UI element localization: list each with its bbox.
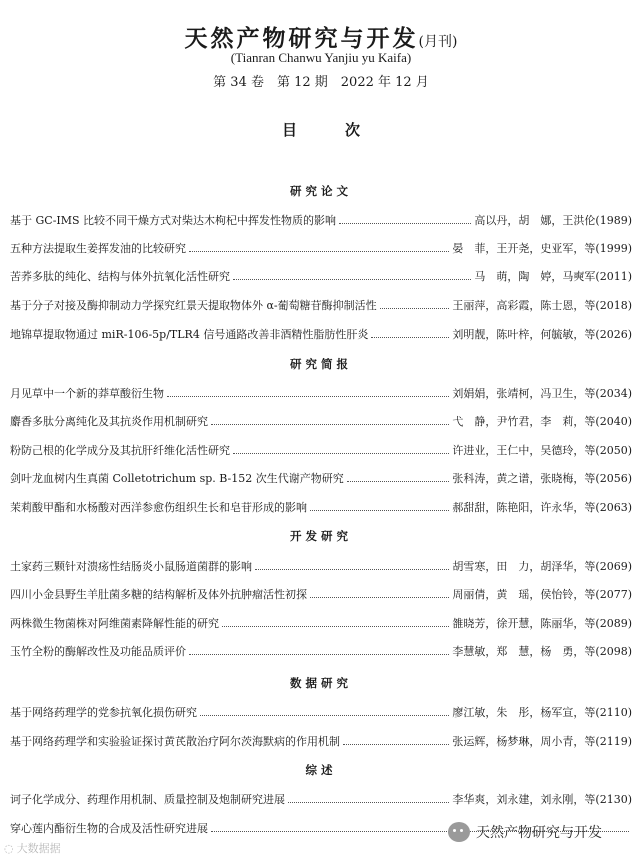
toc-entry[interactable] [10, 212, 632, 228]
toc-entry[interactable] [10, 240, 632, 256]
entry-title: 基于网络药理学和实验验证探讨黄芪散治疗阿尔茨海默病的作用机制 [10, 735, 340, 748]
entry-authors: 李华爽，刘永建，刘永刚，等 [452, 793, 596, 806]
leader-dots [371, 329, 449, 338]
watermark-logo-icon: ◌ [4, 841, 14, 855]
entry-title: 粉防己根的化学成分及其抗肝纤维化活性研究 [10, 444, 230, 457]
watermark-right-text: 天然产物研究与开发 [476, 825, 602, 841]
leader-dots [339, 215, 471, 224]
leader-dots [189, 646, 449, 655]
entry-page: (1989) [595, 214, 632, 227]
toc-entry[interactable] [10, 442, 632, 458]
watermark-right [448, 822, 602, 842]
entry-page: (2098) [595, 645, 632, 658]
entry-page: (2018) [595, 299, 632, 312]
leader-dots [380, 300, 450, 309]
entry-title: 两株微生物菌株对阿维菌素降解性能的研究 [10, 617, 219, 630]
section-heading: 数据研究 [290, 676, 352, 690]
section-heading: 综述 [305, 763, 337, 777]
toc-entry[interactable] [10, 297, 632, 313]
entry-title: 土家药三颗针对溃疡性结肠炎小鼠肠道菌群的影响 [10, 560, 252, 573]
toc-entry[interactable] [10, 413, 632, 429]
entry-page: (2063) [595, 501, 632, 514]
section-heading: 开发研究 [290, 529, 352, 543]
entry-page: (2011) [595, 270, 632, 283]
entry-title: 地锦草提取物通过 miR-106-5p/TLR4 信号通路改善非酒精性脂肪性肝炎 [10, 328, 369, 341]
issue-info: 第 34 卷 第 12 期 2022 年 12 月 [213, 75, 429, 90]
entry-authors: 刘娟娟，张靖柯，冯卫生，等 [452, 387, 596, 400]
toc-entry[interactable] [10, 268, 632, 284]
entry-page: (2089) [595, 617, 632, 630]
entry-title: 剑叶龙血树内生真菌 Colletotrichum sp. B-152 次生代谢产物研究 [10, 472, 344, 485]
entry-page: (1999) [595, 242, 632, 255]
entry-title: 麝香多肽分离纯化及其抗炎作用机制研究 [10, 415, 208, 428]
entry-authors: 郝甜甜，陈艳阳，许永华，等 [452, 501, 596, 514]
entry-authors: 雒晓芳，徐开慧，陈丽华，等 [452, 617, 596, 630]
section-heading: 研究简报 [290, 357, 352, 371]
journal-title-line [0, 20, 642, 53]
entry-page: (2077) [595, 588, 632, 601]
toc-entry[interactable] [10, 385, 632, 401]
toc-entry[interactable] [10, 499, 632, 515]
entry-authors: 刘明靓，陈叶梓，何毓敏，等 [452, 328, 596, 341]
leader-dots [288, 794, 449, 803]
journal-title: 天然产物研究与开发 [184, 25, 419, 52]
section-heading: 研究论文 [290, 184, 352, 198]
entry-page: (2040) [595, 415, 632, 428]
journal-title-suffix: (月刊) [418, 34, 458, 50]
leader-dots [310, 502, 449, 511]
toc-entry[interactable] [10, 615, 632, 631]
leader-dots [347, 473, 450, 482]
toc-entry[interactable] [10, 643, 632, 659]
leader-dots [200, 707, 449, 716]
entry-authors: 周丽倩，黄 瑶，侯怡铃，等 [452, 588, 596, 601]
entry-title: 诃子化学成分、药理作用机制、质量控制及炮制研究进展 [10, 793, 285, 806]
entry-page: (2130) [595, 793, 632, 806]
entry-authors: 马 萌，陶 婷，马奭军 [474, 270, 596, 283]
leader-dots [167, 388, 449, 397]
entry-title: 茉莉酸甲酯和水杨酸对西洋参愈伤组织生长和皂苷形成的影响 [10, 501, 307, 514]
entry-title: 四川小金县野生羊肚菌多糖的结构解析及体外抗肿瘤活性初探 [10, 588, 307, 601]
entry-title: 苦荞多肽的纯化、结构与体外抗氧化活性研究 [10, 270, 230, 283]
toc-entry[interactable] [10, 791, 632, 807]
leader-dots [189, 243, 449, 252]
entry-title: 穿心莲内酯衍生物的合成及活性研究进展 [10, 822, 208, 835]
toc-entry[interactable] [10, 586, 632, 602]
leader-dots [255, 561, 449, 570]
watermark-left-text: 大数据据 [16, 842, 61, 855]
wechat-icon [448, 822, 470, 842]
toc-entry[interactable] [10, 704, 632, 720]
leader-dots [310, 589, 449, 598]
entry-title: 玉竹全粉的酶解改性及功能品质评价 [10, 645, 186, 658]
entry-authors: 李慧敏，郑 慧，杨 勇，等 [452, 645, 596, 658]
leader-dots [343, 736, 449, 745]
entry-authors: 弋 静，尹竹君，李 莉，等 [452, 415, 596, 428]
entry-authors: 张运辉，杨梦琳，周小青，等 [452, 735, 596, 748]
entry-page: (2069) [595, 560, 632, 573]
entry-authors: 许进业，王仁中，吴德玲，等 [452, 444, 596, 457]
entry-page: (2056) [595, 472, 632, 485]
entry-authors: 张科涛，黄之谱，张晓梅，等 [452, 472, 596, 485]
entry-authors: 晏 菲，王开尧，史亚军，等 [452, 242, 596, 255]
toc-entry[interactable] [10, 558, 632, 574]
leader-dots [233, 271, 471, 280]
toc-title: 目次 [281, 121, 408, 139]
entry-page: (2110) [595, 706, 632, 719]
journal-pinyin: (Tianran Chanwu Yanjiu yu Kaifa) [230, 50, 412, 65]
entry-page: (2119) [595, 735, 632, 748]
watermark-left [4, 840, 61, 856]
leader-dots [233, 445, 449, 454]
leader-dots [211, 416, 449, 425]
entry-title: 基于分子对接及酶抑制动力学探究红景天提取物体外 α-葡萄糖苷酶抑制活性 [10, 299, 377, 312]
entry-title: 基于网络药理学的党参抗氧化损伤研究 [10, 706, 197, 719]
entry-page: (2034) [595, 387, 632, 400]
entry-authors: 廖江敏，朱 彤，杨军宣，等 [452, 706, 596, 719]
entry-title: 五种方法提取生姜挥发油的比较研究 [10, 242, 186, 255]
entry-authors: 王丽萍，高彩霞，陈士恩，等 [452, 299, 596, 312]
toc-entry[interactable] [10, 470, 632, 486]
entry-authors: 胡雪寒，田 力，胡泽华，等 [452, 560, 596, 573]
toc-entry[interactable] [10, 326, 632, 342]
entry-title: 基于 GC-IMS 比较不同干燥方式对柴达木枸杞中挥发性物质的影响 [10, 214, 337, 227]
toc-entry[interactable] [10, 733, 632, 749]
entry-authors: 高以丹，胡 娜，王洪伦 [474, 214, 596, 227]
entry-page: (2050) [595, 444, 632, 457]
entry-title: 月见草中一个新的莽草酸衍生物 [10, 387, 164, 400]
entry-page: (2026) [595, 328, 632, 341]
leader-dots [222, 618, 449, 627]
